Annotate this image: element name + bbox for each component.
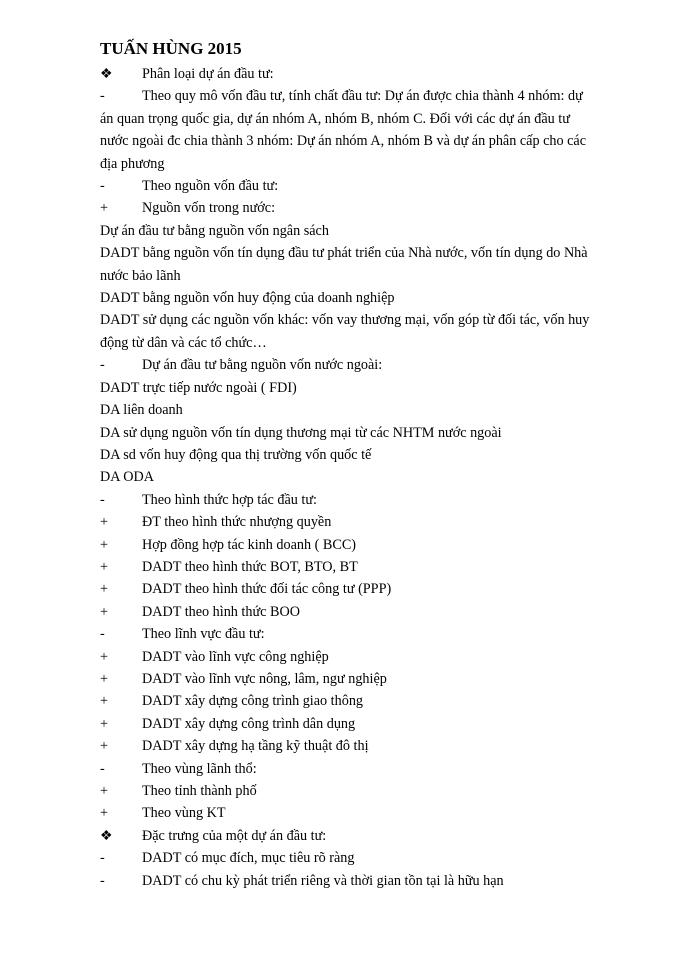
text-line: DA sử dụng nguồn vốn tín dụng thương mại từ các NHTM nước ngoài xyxy=(100,424,502,441)
list-marker: - xyxy=(100,850,105,867)
list-item-text: Theo hình thức hợp tác đầu tư: xyxy=(142,491,317,508)
list-item-text: Theo quy mô vốn đầu tư, tính chất đầu tư: Dự án được chia thành 4 nhóm: dự xyxy=(142,88,583,105)
list-item-text: DADT có mục đích, mục tiêu rõ ràng xyxy=(142,850,355,867)
list-item xyxy=(100,534,632,556)
list-item xyxy=(100,870,632,892)
list-item xyxy=(100,780,632,802)
list-item-text: DADT vào lĩnh vực nông, lâm, ngư nghiệp xyxy=(142,670,387,687)
text-line: DA ODA xyxy=(100,469,154,486)
list-item xyxy=(100,578,632,600)
list-item-text: Dự án đầu tư bằng nguồn vốn nước ngoài: xyxy=(142,357,383,374)
list-item xyxy=(100,802,632,824)
diamond-bullet-icon: ❖ xyxy=(100,827,113,844)
list-item xyxy=(100,175,632,197)
list-marker: - xyxy=(100,88,105,105)
list-marker: - xyxy=(100,760,105,777)
text-line: nước bảo lãnh xyxy=(100,267,181,284)
list-item xyxy=(100,197,632,219)
list-marker: + xyxy=(100,558,109,575)
text-line: nước ngoài đc chia thành 3 nhóm: Dự án nhóm A, nhóm B và dự án phân cấp cho các xyxy=(100,133,587,150)
list-item-text: DADT xây dựng công trình dân dụng xyxy=(142,715,356,732)
list-marker: - xyxy=(100,872,105,889)
text-line: DADT bằng nguồn vốn huy động của doanh nghiệp xyxy=(100,290,395,307)
list-marker: + xyxy=(100,200,109,217)
list-item xyxy=(100,690,632,712)
list-marker: + xyxy=(100,536,109,553)
list-item-text: DADT có chu kỳ phát triển riêng và thời gian tồn tại là hữu hạn xyxy=(142,872,504,889)
list-marker: + xyxy=(100,581,109,598)
list-item-text: DADT vào lĩnh vực công nghiệp xyxy=(142,648,329,665)
list-item xyxy=(100,63,632,85)
list-item xyxy=(100,85,632,107)
list-item-text: DADT theo hình thức BOO xyxy=(142,603,300,620)
list-item-text: Theo lĩnh vực đầu tư: xyxy=(142,626,265,643)
list-item-text: Theo vùng KT xyxy=(142,805,226,822)
text-line: DADT sử dụng các nguồn vốn khác: vốn vay thương mại, vốn góp từ đối tác, vốn huy xyxy=(100,312,590,329)
document-title: TUẤN HÙNG 2015 xyxy=(100,39,242,58)
list-item xyxy=(100,825,632,847)
text-line: DA sd vốn huy động qua thị trường vốn quốc tế xyxy=(100,446,372,463)
list-item xyxy=(100,601,632,623)
list-marker: + xyxy=(100,738,109,755)
list-item-text: DADT theo hình thức đối tác công tư (PPP) xyxy=(142,581,392,598)
list-item-text: Theo vùng lãnh thổ: xyxy=(142,760,257,777)
list-marker: + xyxy=(100,648,109,665)
list-item-text: Hợp đồng hợp tác kinh doanh ( BCC) xyxy=(142,536,357,553)
list-item xyxy=(100,646,632,668)
list-item xyxy=(100,847,632,869)
list-item xyxy=(100,489,632,511)
text-line: Dự án đầu tư bằng nguồn vốn ngân sách xyxy=(100,222,329,239)
list-item-text: Đặc trưng của một dự án đầu tư: xyxy=(142,827,327,844)
text-line: DADT trực tiếp nước ngoài ( FDI) xyxy=(100,379,297,396)
list-marker: - xyxy=(100,626,105,643)
text-line: án quan trọng quốc gia, dự án nhóm A, nhóm B, nhóm C. Đối với các dự án đầu tư xyxy=(100,110,570,127)
list-item xyxy=(100,511,632,533)
text-line: động từ dân và các tổ chức… xyxy=(100,334,267,351)
list-marker: + xyxy=(100,693,109,710)
list-item-text: Phân loại dự án đầu tư: xyxy=(142,66,274,82)
document-page xyxy=(100,38,632,892)
list-marker: - xyxy=(100,357,105,374)
list-item xyxy=(100,354,632,376)
list-item-text: Theo tỉnh thành phố xyxy=(142,783,257,799)
list-item xyxy=(100,713,632,735)
list-item-text: DADT theo hình thức BOT, BTO, BT xyxy=(142,558,358,575)
list-item xyxy=(100,668,632,690)
list-marker: + xyxy=(100,514,109,531)
text-line: DA liên doanh xyxy=(100,402,183,419)
list-marker: + xyxy=(100,670,109,687)
list-item xyxy=(100,623,632,645)
list-marker: - xyxy=(100,178,105,195)
list-item-text: ĐT theo hình thức nhượng quyền xyxy=(142,514,332,531)
text-line: địa phương xyxy=(100,155,165,172)
list-item-text: Theo nguồn vốn đầu tư: xyxy=(142,178,279,195)
list-marker: + xyxy=(100,603,109,620)
list-item-text: DADT xây dựng công trình giao thông xyxy=(142,693,364,710)
diamond-bullet-icon: ❖ xyxy=(100,66,113,82)
list-marker: + xyxy=(100,805,109,822)
list-marker: + xyxy=(100,783,109,799)
document-body xyxy=(100,63,632,892)
list-marker: - xyxy=(100,491,105,508)
list-marker: + xyxy=(100,715,109,732)
list-item xyxy=(100,735,632,757)
text-line: DADT bằng nguồn vốn tín dụng đầu tư phát triển của Nhà nước, vốn tín dụng do Nhà xyxy=(100,245,588,262)
list-item xyxy=(100,556,632,578)
list-item xyxy=(100,758,632,780)
list-item-text: DADT xây dựng hạ tầng kỹ thuật đô thị xyxy=(142,738,369,755)
list-item-text: Nguồn vốn trong nước: xyxy=(142,200,276,217)
